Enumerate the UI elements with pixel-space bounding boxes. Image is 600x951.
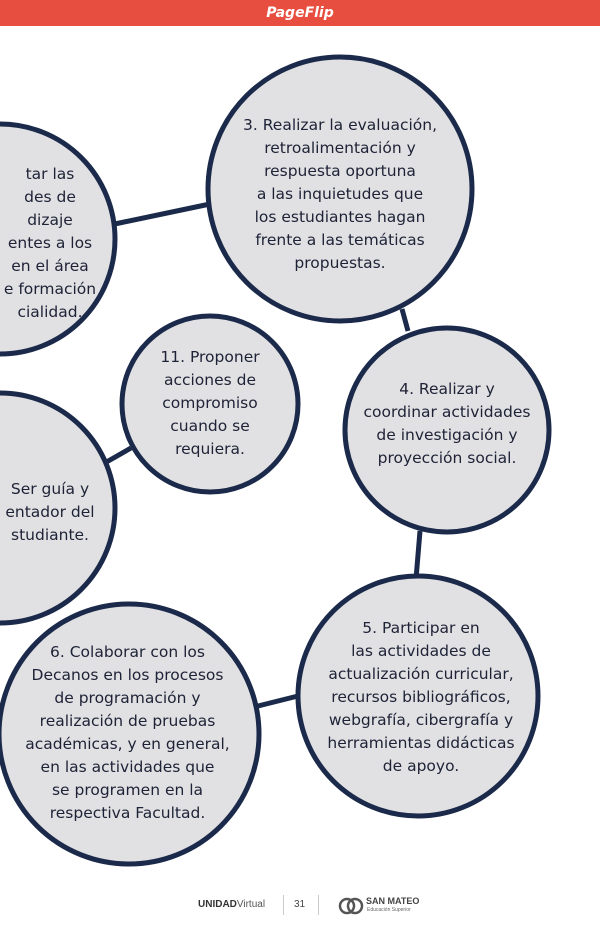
footer-divider: [283, 895, 284, 915]
san-mateo-logo-icon: [338, 895, 364, 917]
circle-3-text: 3. Realizar la evaluación, retroalimentación y respuesta oportuna a las inquietudes que los estudiantes hagan frente a las temáticas propuestas.: [243, 116, 437, 272]
brand-name: SAN MATEO: [366, 896, 420, 906]
brand-subtitle: Educación Superior: [367, 907, 411, 913]
circle-4-text: 4. Realizar y coordinar actividades de investigación y proyección social.: [363, 380, 531, 467]
connector-3-to-4: [402, 309, 408, 331]
footer-divider: [318, 895, 319, 915]
circle-6-text: 6. Colaborar con los Decanos en los procesos de programación y realización de pruebas académicas, y en general, en las actividades que se programen en la respectiva Facultad.: [25, 643, 230, 822]
connector-6-to-5: [258, 696, 298, 706]
circle-5-text: 5. Participar en las actividades de actualización curricular, recursos bibliográficos, webgrafía, cibergrafía y herramientas didácticas de apoyo.: [327, 619, 515, 775]
page-number: 31: [294, 899, 306, 910]
unidad-virtual-logo: UNIDADVirtual: [198, 899, 266, 910]
connector-left-to-3: [110, 204, 210, 225]
connector-4-to-5: [416, 531, 420, 579]
circle-left-mid-text: Ser guía y entador del studiante.: [5, 480, 95, 544]
page-footer: [0, 893, 600, 919]
circle-left-top-text: tar las des de dizaje entes a los en el área e formación cialidad.: [3, 165, 97, 321]
app-title-bar: [0, 0, 600, 26]
circle-11-text: 11. Proponer acciones de compromiso cuando se requiera.: [160, 348, 260, 458]
app-title: PageFlip: [266, 5, 334, 21]
